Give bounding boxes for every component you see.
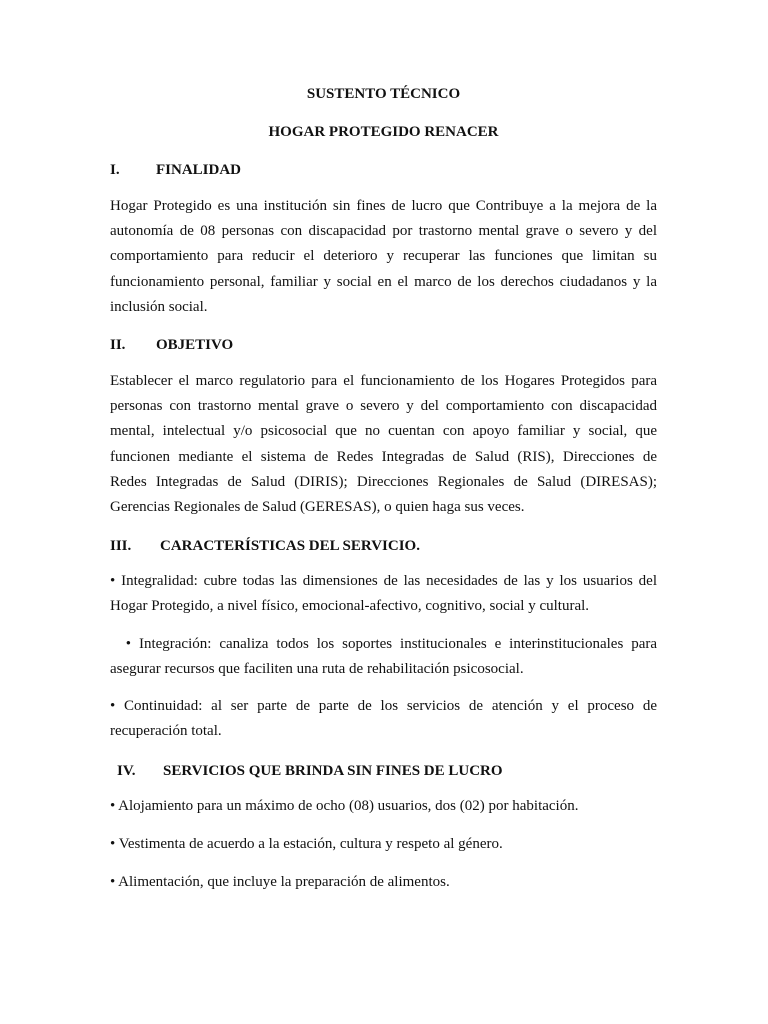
text-line: mental, intelectual y/o psicosocial que no cuentan con apoyo familiar y social, que [110, 423, 657, 440]
bullet-integracion [110, 632, 657, 682]
text-line: inclusión social. [110, 298, 208, 315]
section-heading-objetivo [110, 335, 233, 355]
text-line: recuperación total. [110, 723, 222, 740]
text-line: • Alimentación, que incluye la preparación de alimentos. [110, 874, 450, 890]
paragraph-finalidad [110, 194, 657, 320]
text-line: funcionamiento personal, familiar y social en el marco de los derechos ciudadanos y la [110, 273, 657, 290]
text-line: • Vestimenta de acuerdo a la estación, cultura y respeto al género. [110, 836, 503, 852]
text-line: • Alojamiento para un máximo de ocho (08) usuarios, dos (02) por habitación. [110, 798, 579, 814]
document-subtitle: HOGAR PROTEGIDO RENACER [268, 124, 499, 140]
text-line: • Integralidad: cubre todas las dimensiones de las necesidades de las y los usuarios del [110, 573, 657, 589]
text-line: • Continuidad: al ser parte de parte de los servicios de atención y el proceso de [110, 698, 657, 714]
text-line: Hogar Protegido, a nivel físico, emocional-afectivo, cognitivo, social y cultural. [110, 598, 590, 615]
bullet-integralidad [110, 569, 657, 619]
document-title: SUSTENTO TÉCNICO [306, 86, 461, 102]
text-line: funcionen mediante el sistema de Redes Integradas de Salud (RIS), Direcciones de [110, 448, 657, 465]
text-line: Redes Integradas de Salud (DIRIS); Direcciones Regionales de Salud (DIRESAS); [110, 473, 657, 490]
section-heading-caracteristicas [110, 536, 420, 556]
section-number: I. [110, 162, 120, 178]
paragraph-objetivo [110, 369, 657, 520]
bullet-alimentacion [110, 870, 657, 895]
document-page [110, 0, 657, 1024]
bullet-continuidad [110, 694, 657, 744]
text-line: personas con trastorno mental grave o severo y del comportamiento con discapacidad [110, 398, 657, 415]
section-title: OBJETIVO [156, 337, 234, 353]
text-line: Establecer el marco regulatorio para el funcionamiento de los Hogares Protegidos para [110, 373, 657, 389]
section-title: SERVICIOS QUE BRINDA SIN FINES DE LUCRO [163, 763, 503, 779]
section-number: IV. [117, 763, 136, 779]
text-line: asegurar recursos que faciliten una ruta de rehabilitación psicosocial. [110, 661, 524, 678]
section-title: CARACTERÍSTICAS DEL SERVICIO. [160, 538, 420, 554]
section-title: FINALIDAD [156, 162, 242, 178]
bullet-vestimenta [110, 832, 657, 857]
text-line: autonomía de 08 personas con discapacidad por trastorno mental grave o severo y del [110, 223, 657, 240]
text-line: • Integración: canaliza todos los soportes institucionales e interinstitucionales para [110, 636, 657, 652]
bullet-alojamiento [110, 794, 657, 819]
section-number: III. [110, 538, 132, 554]
section-heading-finalidad [110, 160, 241, 180]
text-line: comportamiento para reducir el deterioro y recuperar las funciones que limitan su [110, 248, 657, 265]
text-line: Hogar Protegido es una institución sin fines de lucro que Contribuye a la mejora de la [110, 198, 657, 214]
section-number: II. [110, 337, 126, 353]
section-heading-servicios [117, 761, 503, 781]
text-line: Gerencias Regionales de Salud (GERESAS), o quien haga sus veces. [110, 498, 525, 515]
